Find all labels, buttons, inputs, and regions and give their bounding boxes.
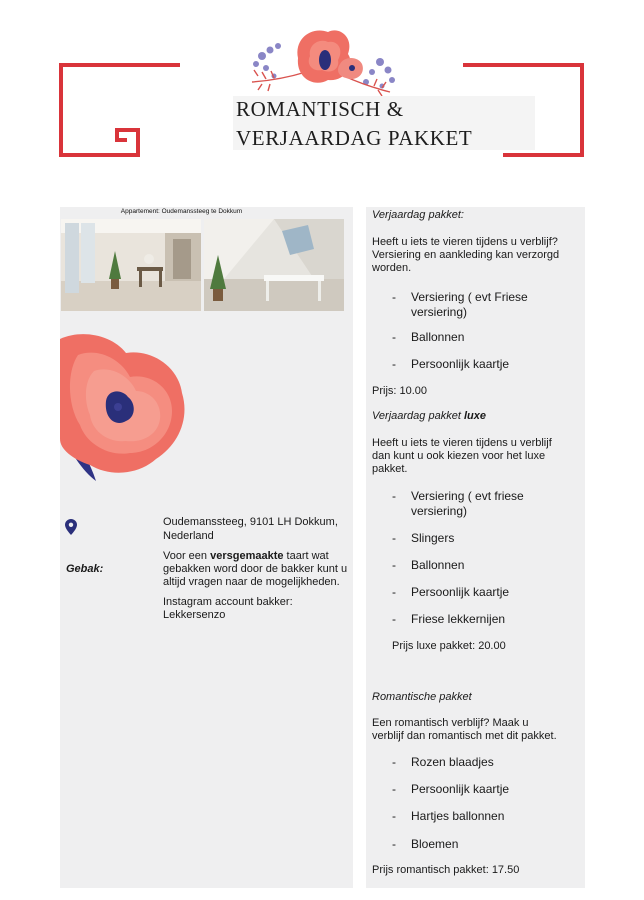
romantic-price: Prijs romantisch pakket: 17.50 [372, 864, 520, 876]
birthday-desc-1: Heeft u iets te vieren tijdens u verblijf? [372, 236, 558, 248]
location-pin-icon [65, 519, 77, 535]
luxe-desc-1: Heeft u iets te vieren tijdens u verblijf [372, 437, 552, 449]
header-flower-icon [240, 24, 410, 98]
title-line-1: ROMANTISCH & [236, 97, 404, 121]
luxe-desc-2: dan kunt u ook kiezen voor het luxe [372, 450, 546, 462]
birthday-price: Prijs: 10.00 [372, 385, 428, 397]
living-room-photo [61, 219, 201, 311]
title-line-2: VERJAARDAG PAKKET [236, 126, 473, 150]
birthday-desc-2: Versiering en aankleding kan verzorgd [372, 249, 560, 261]
instagram-line-2: Lekkersenzo [163, 609, 226, 621]
birthday-desc-3: worden. [372, 262, 412, 274]
romantic-desc-1: Een romantisch verblijf? Maak u [372, 717, 529, 729]
cake-line-3: altijd vragen naar de mogelijkheden. [163, 576, 340, 588]
luxe-heading: Verjaardag pakket luxe [372, 410, 486, 422]
luxe-price: Prijs luxe pakket: 20.00 [392, 640, 506, 652]
address-line-2: Nederland [163, 530, 214, 542]
address-line-1: Oudemanssteeg, 9101 LH Dokkum, [163, 516, 338, 528]
attic-room-photo [204, 219, 344, 311]
romantic-desc-2: verblijf dan romantisch met dit pakket. [372, 730, 557, 742]
poppy-flower-icon [60, 331, 190, 483]
cake-label: Gebak: [66, 563, 104, 575]
luxe-desc-3: pakket. [372, 463, 408, 475]
romantic-heading: Romantische pakket [372, 691, 472, 703]
birthday-heading: Verjaardag pakket: [372, 209, 464, 221]
cake-intro-line: Voor een versgemaakte taart wat [163, 550, 329, 562]
cake-line-2: gebakken word door de bakker kunt u [163, 563, 348, 575]
apartment-caption: Appartement: Oudemanssteeg te Dokkum [120, 208, 243, 215]
instagram-line-1: Instagram account bakker: [163, 596, 293, 608]
